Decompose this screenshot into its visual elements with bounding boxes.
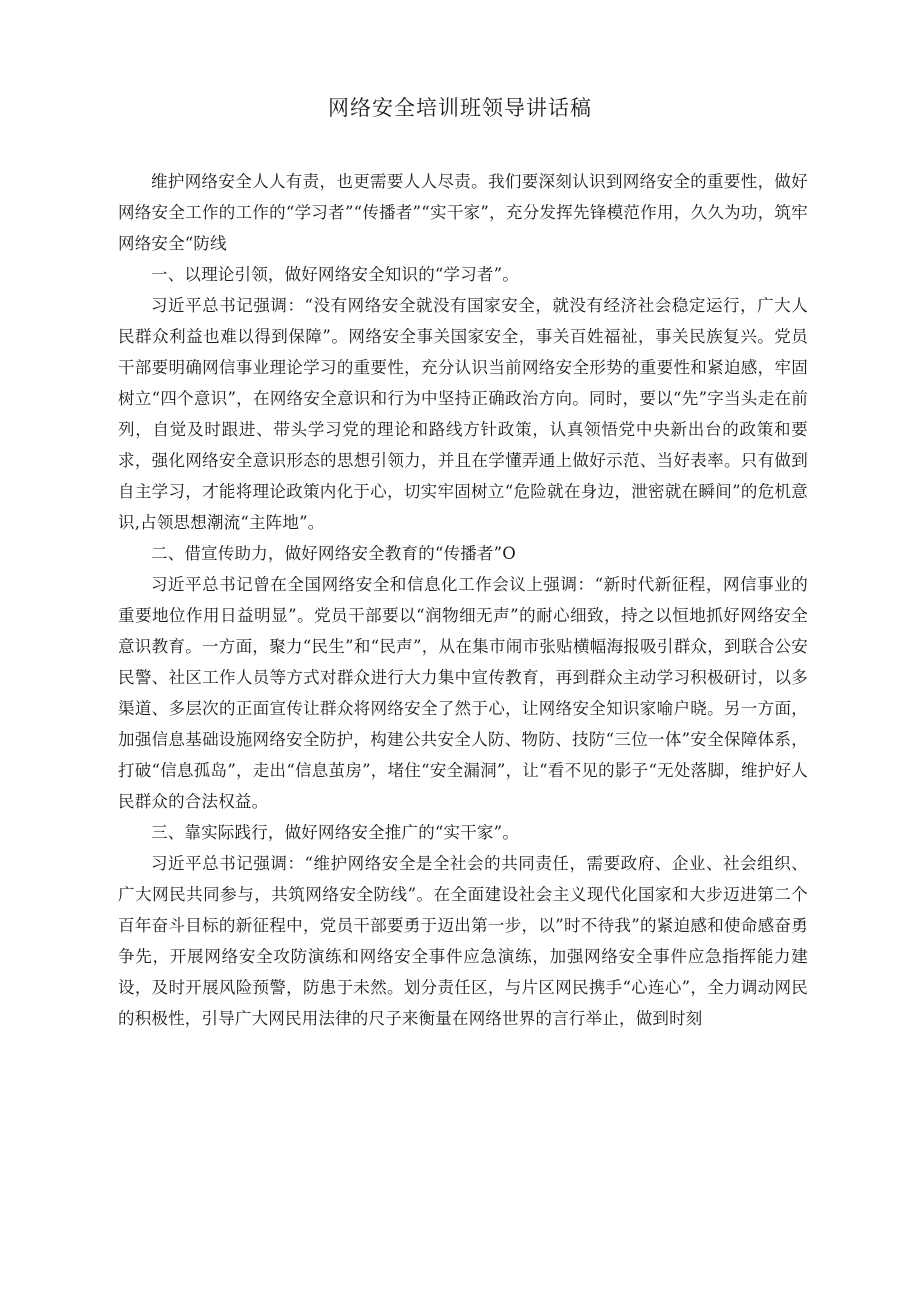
section-heading-2: 二、借宣传助力，做好网络安全教育的“传播者”O: [151, 544, 516, 563]
document-body: [118, 166, 808, 1034]
section-1-paragraph: 习近平总书记强调：“没有网络安全就没有国家安全，就没有经济社会稳定运行，广大人民群众利益也难以得到保障”。网络安全事关国家安全，事关百姓福祉，事关民族复兴。党员干部要明确网信事业理论学习的重要性，充分认识当前网络安全形势的重要性和紧迫感，牢固树立“四个意识”，在网络安全意识和行为中坚持正确政治方向。同时，要以“先”字当头走在前列，自觉及时跟进、带头学习党的理论和路线方针政策，认真领悟党中央新出台的政策和要求，强化网络安全意识形态的思想引领力，并且在学懂弄通上做好示范、当好表率。只有做到自主学习，才能将理论政策内化于心，切实牢固树立“危险就在身边，泄密就在瞬间”的危机意识,占领思想潮流“主阵地”。: [118, 296, 808, 532]
document-title: 网络安全培训班领导讲话稿: [328, 96, 592, 120]
intro-paragraph: 维护网络安全人人有责，也更需要人人尽责。我们要深刻认识到网络安全的重要性，做好网络安全工作的工作的“学习者”“传播者”“实干家”，充分发挥先锋模范作用，久久为功，筑牢网络安全“防线: [118, 172, 808, 253]
section-2-paragraph: 习近平总书记曾在全国网络安全和信息化工作会议上强调：“新时代新征程，网信事业的重要地位作用日益明显”。党员干部要以“润物细无声”的耐心细致，持之以恒地抓好网络安全意识教育。一方面，聚力“民生”和“民声”，从在集市闹市张贴横幅海报吸引群众，到联合公安民警、社区工作人员等方式对群众进行大力集中宣传教育，再到群众主动学习积极研讨，以多渠道、多层次的正面宣传让群众将网络安全了然于心，让网络安全知识家喻户晓。另一方面，加强信息基础设施网络安全防护，构建公共安全人防、物防、技防“三位一体”安全保障体系，打破“信息孤岛”，走出“信息茧房”，堵住“安全漏洞”，让“看不见的影子“无处落脚，维护好人民群众的合法权益。: [118, 575, 808, 811]
section-heading-3: 三、靠实际践行，做好网络安全推广的“实干家”。: [151, 823, 519, 842]
section-heading-1: 一、以理论引领，做好网络安全知识的“学习者”。: [151, 265, 519, 284]
section-3-paragraph: 习近平总书记强调：“维护网络安全是全社会的共同责任，需要政府、企业、社会组织、广大网民共同参与，共筑网络安全防线”。在全面建设社会主义现代化国家和大步迈进第二个百年奋斗目标的新征程中，党员干部要勇于迈出第一步，以”时不待我”的紧迫感和使命感奋勇争先，开展网络安全攻防演练和网络安全事件应急演练，加强网络安全事件应急指挥能力建设，及时开展风险预警，防患于未然。划分责任区，与片区网民携手“心连心”，全力调动网民的积极性，引导广大网民用法律的尺子来衡量在网络世界的言行举止，做到时刻: [118, 854, 808, 1028]
